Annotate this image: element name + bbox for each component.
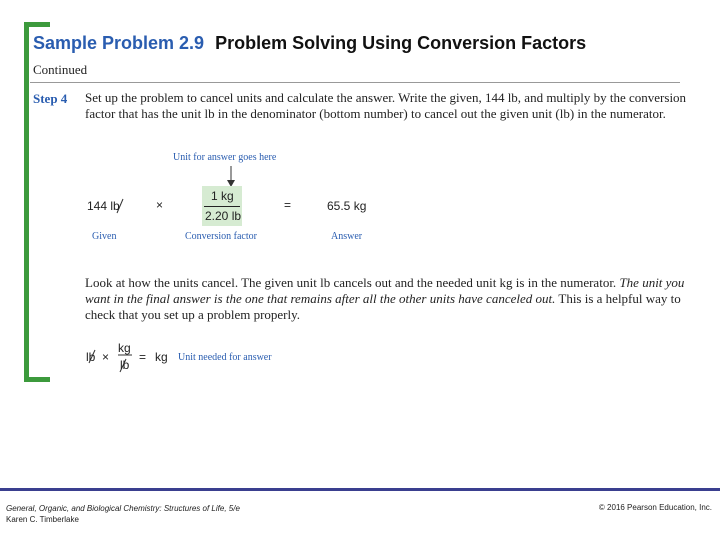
footer-book-title: General, Organic, and Biological Chemistry: Structures of Life, 5/e [6,504,240,513]
factor-numerator: 1 kg [211,189,234,203]
label-answer: Answer [331,231,363,242]
footer-bar [0,488,720,491]
answer-value: 65.5 kg [327,199,367,213]
equals-sign-1: = [284,198,292,212]
paragraph-italic: The unit you want in the final answer is the one that remains after all the other units have canceled out. [85,275,685,306]
unit-answer-note: Unit for answer goes here [173,152,277,163]
factor-fraction-bar [204,206,240,207]
times-sign-1: × [156,198,164,212]
step-label: Step 4 [33,91,68,106]
paragraph-part2: This is a helpful way to check that you set up a problem properly. [85,291,681,322]
eq2-denominator: lb [120,358,130,372]
factor-denominator: 2.20 lb [205,209,242,223]
label-conversion-factor: Conversion factor [185,231,257,242]
eq2-note: Unit needed for answer [178,352,272,363]
given-value: 144 lb [87,199,120,213]
step-text: Set up the problem to cancel units and calculate the answer. Write the given, 144 lb, and multiply by the conversion factor that has the unit lb in the denominator (bottom number) to cancel out the given unit (lb) in the numerator. [85,90,687,121]
footer-citation [6,503,240,525]
label-given: Given [92,231,117,242]
footer-author: Karen C. Timberlake [6,515,79,524]
paragraph-part1: Look at how the units cancel. The given unit lb cancels out and the needed unit kg is in the numerator. [85,275,620,290]
explanation-paragraph [85,275,697,323]
eq2-times: × [102,350,110,364]
eq2-result: kg [155,350,168,364]
footer-copyright: © 2016 Pearson Education, Inc. [598,503,712,512]
eq2-equals: = [139,350,147,364]
title-text: Problem Solving Using Conversion Factors [215,33,587,53]
title-number: Sample Problem 2.9 [33,33,205,53]
continued-label: Continued [33,62,88,77]
eq2-numerator: kg [118,341,131,355]
eq2-lhs: lb [86,350,96,364]
